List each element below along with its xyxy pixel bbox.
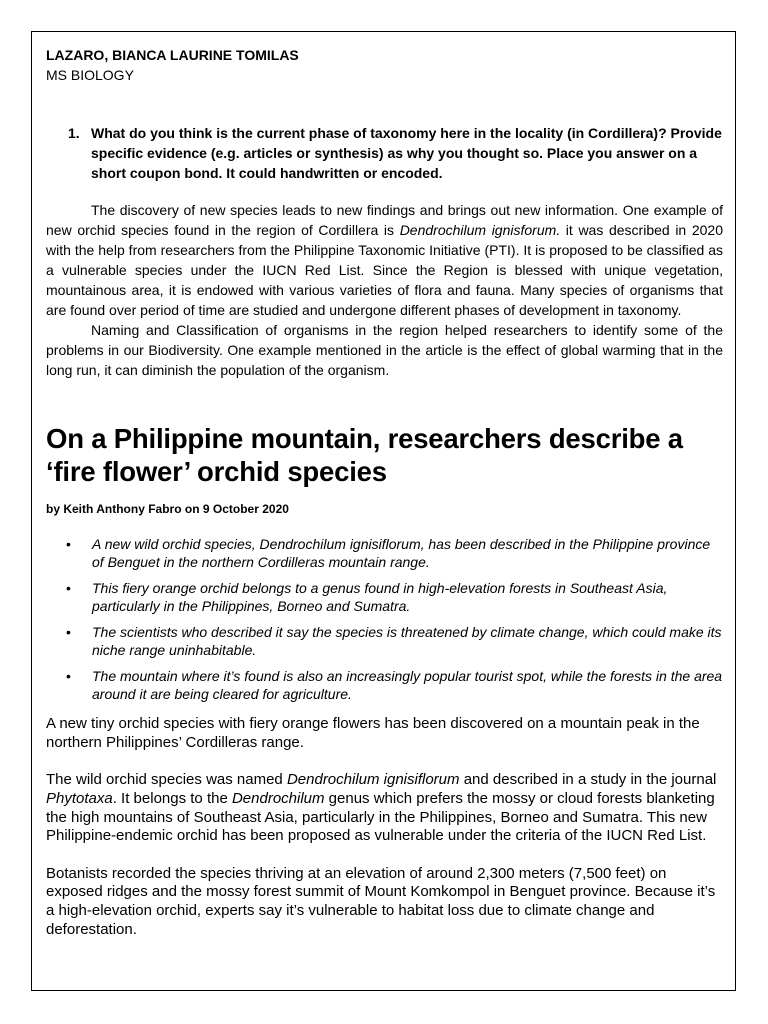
question xyxy=(46,123,723,183)
genus-name: Dendrochilum xyxy=(231,789,325,807)
article-byline: by Keith Anthony Fabro on 9 October 2020 xyxy=(46,502,289,516)
article-body xyxy=(46,715,723,958)
document-page xyxy=(31,31,736,991)
essay-paragraph: Naming and Classification of organisms in the region helped researchers to identify some of the problems in our Biodiversity. One example mentioned in the article is the effect of global warming that in the long run, it can diminish the population of the organism. xyxy=(46,322,723,378)
bullet-item xyxy=(46,579,723,615)
bullet-icon: • xyxy=(66,668,71,684)
essay-answer xyxy=(46,200,723,380)
bullet-icon: • xyxy=(66,536,71,552)
species-name: Dendrochilum ignisiflorum xyxy=(286,771,460,789)
article-headline: On a Philippine mountain, researchers describe a ‘fire flower’ orchid species xyxy=(46,423,683,487)
bullet-item xyxy=(46,535,723,571)
article-bullet-list xyxy=(46,535,723,711)
course-label: MS BIOLOGY xyxy=(46,67,134,83)
article-text: The wild orchid species was named xyxy=(46,771,287,789)
bullet-item xyxy=(46,667,723,703)
journal-name: Phytotaxa xyxy=(46,789,113,807)
article-paragraph: Botanists recorded the species thriving at an elevation of around 2,300 meters (7,500 feet) on exposed ridges and the mossy forest summit of Mount Komkompol in Benguet province. Because it’s a high-elevation orchid, experts say it’s vulnerable to habitat loss due to climate change and deforestation. xyxy=(46,864,716,938)
author-name: LAZARO, BIANCA LAURINE TOMILAS xyxy=(46,47,299,63)
bullet-item xyxy=(46,623,723,659)
question-text: What do you think is the current phase of taxonomy here in the locality (in Cordillera)? Provide specific evidence (e.g. articles or synthesis) as why you thought so. Place you answer on a short coupon bond. It could handwritten or encoded. xyxy=(91,125,722,181)
article-paragraph xyxy=(46,771,723,846)
article-text: . It belongs to the xyxy=(112,789,232,807)
essay-paragraph xyxy=(46,200,723,320)
question-number: 1. xyxy=(68,125,80,141)
bullet-text: This fiery orange orchid belongs to a genus found in high-elevation forests in Southeast Asia, particularly in the Philippines, Borneo and Sumatra. xyxy=(92,580,668,614)
article-paragraph: A new tiny orchid species with fiery orange flowers has been discovered on a mountain peak in the northern Philippines’ Cordilleras range. xyxy=(46,715,700,751)
bullet-text: The scientists who described it say the species is threatened by climate change, which could make its niche range uninhabitable. xyxy=(92,624,722,658)
article-text: and described in a study in the journal xyxy=(459,771,717,789)
bullet-icon: • xyxy=(66,624,71,640)
bullet-text: The mountain where it’s found is also an increasingly popular tourist spot, while the forests in the area around it are being cleared for agriculture. xyxy=(92,668,723,702)
bullet-text: A new wild orchid species, Dendrochilum ignisiflorum, has been described in the Philippine province of Benguet in the northern Cordilleras mountain range. xyxy=(92,536,711,570)
essay-text: it was described in 2020 with the help from researchers from the Philippine Taxonomic Initiative (PTI). It is proposed to be classified as a vulnerable species under the IUCN Red List. Since the Region is blessed with unique vegetation, mountainous area, it is endowed with various varieties of flora and fauna. Many species of organisms that are found over period of time are studied and undergone different phases of development in taxonomy. xyxy=(46,222,724,318)
article-text: genus which prefers the mossy or cloud forests blanketing the high mountains of Southeast Asia, particularly in the Philippines, Borneo and Sumatra. This new Philippine-endemic orchid has been proposed as vulnerable under the criteria of the IUCN Red List. xyxy=(46,789,715,845)
species-name: Dendrochilum ignisforum. xyxy=(399,222,561,238)
bullet-icon: • xyxy=(66,580,71,596)
essay-text: The discovery of new species leads to new findings and brings out new information. One example of new orchid species found in the region of Cordillera is xyxy=(46,202,723,238)
